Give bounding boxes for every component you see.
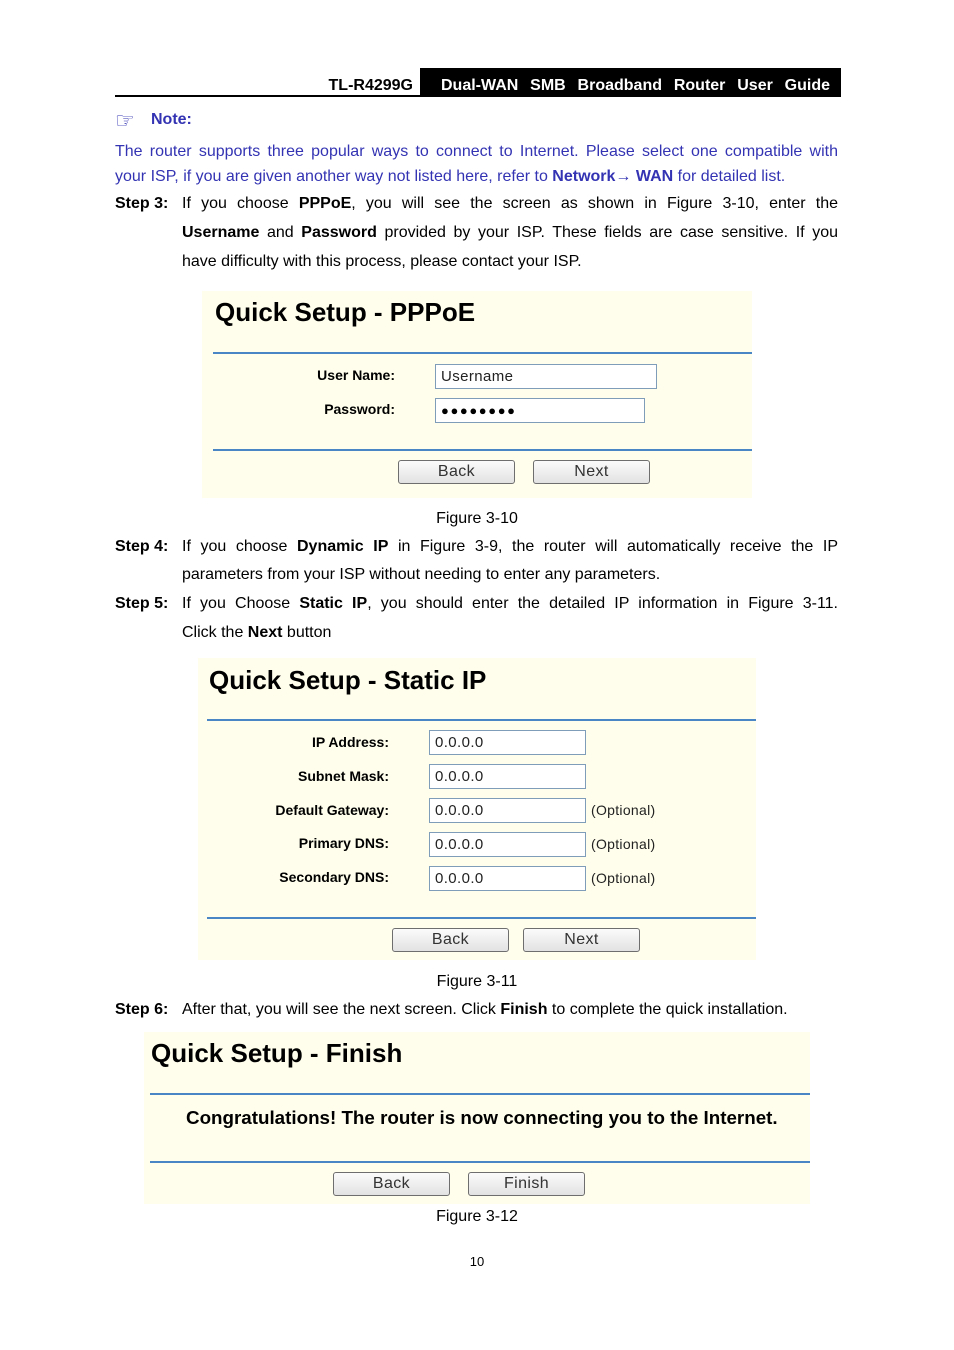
title-divider: [207, 719, 756, 721]
finish-button[interactable]: Finish: [468, 1172, 585, 1196]
optional-hint: (Optional): [591, 836, 656, 852]
step-text: to complete the quick installation.: [547, 1001, 788, 1018]
next-button[interactable]: Next: [533, 460, 650, 484]
default-gateway-label: Default Gateway:: [275, 802, 389, 818]
step-6-label: Step 6:: [115, 1001, 169, 1018]
header-guide-title: Dual-WAN SMB Broadband Router User Guide: [441, 77, 830, 94]
ip-address-label: IP Address:: [311, 734, 389, 750]
keyword-static-ip: Static IP: [299, 595, 368, 612]
back-button[interactable]: Back: [392, 928, 509, 952]
step-text: provided by your ISP. These fields are case sensitive. If you: [376, 224, 838, 241]
keyword-dynamic-ip: Dynamic IP: [296, 538, 389, 555]
figure-3-12-finish-screenshot: [144, 1032, 810, 1204]
figure-3-11-static-ip-screenshot: [198, 658, 756, 960]
step-text: Click the: [182, 624, 248, 641]
step-text: After that, you will see the next screen. Click: [182, 1001, 501, 1018]
congratulations-message: Congratulations! The router is now connecting you to the Internet.: [186, 1107, 778, 1128]
optional-hint: (Optional): [591, 870, 656, 886]
step-6-text-line-1: [182, 1000, 838, 1020]
note-text-line-2: [115, 167, 838, 187]
step-text: If you choose: [182, 538, 297, 555]
password-label: Password:: [324, 401, 395, 417]
button-divider: [150, 1161, 810, 1163]
ip-address-input[interactable]: 0.0.0.0: [429, 730, 586, 755]
keyword-pppoe: PPPoE: [298, 195, 352, 212]
secondary-dns-label: Secondary DNS:: [279, 869, 389, 885]
button-divider: [213, 449, 752, 451]
page-number: 10: [469, 1254, 485, 1269]
step-text: and: [259, 224, 302, 241]
subnet-mask-label: Subnet Mask:: [297, 768, 389, 784]
next-button[interactable]: Next: [523, 928, 640, 952]
note-text: for detailed list.: [673, 168, 786, 185]
keyword-wan: WAN: [635, 168, 674, 185]
username-input[interactable]: Username: [435, 364, 657, 389]
step-4-text-line-1: [182, 537, 838, 557]
step-5-text-line-1: [182, 594, 838, 614]
keyword-network: Network: [552, 168, 616, 185]
step-3-text-line-3: have difficulty with this process, please contact your ISP.: [182, 253, 582, 270]
optional-hint: (Optional): [591, 802, 656, 818]
secondary-dns-input[interactable]: 0.0.0.0: [429, 866, 586, 891]
button-divider: [207, 917, 756, 919]
primary-dns-input[interactable]: 0.0.0.0: [429, 832, 586, 857]
step-4-label: Step 4:: [115, 538, 169, 555]
step-text: If you Choose: [182, 595, 300, 612]
step-5-label: Step 5:: [115, 595, 169, 612]
pppoe-title: Quick Setup - PPPoE: [215, 297, 476, 327]
subnet-mask-input[interactable]: 0.0.0.0: [429, 764, 586, 789]
note-text: your ISP, if you are given another way not listed here, refer to: [115, 168, 553, 185]
keyword-username: Username: [182, 224, 260, 241]
step-text: in Figure 3-9, the router will automatically receive the IP: [388, 538, 838, 555]
finish-title: Quick Setup - Finish: [151, 1038, 403, 1068]
step-text: button: [282, 624, 332, 641]
keyword-next: Next: [247, 624, 283, 641]
note-text-line-1: The router supports three popular ways to connect to Internet. Please select one compatible with: [115, 143, 838, 160]
username-label: User Name:: [317, 367, 395, 383]
header-rule: [115, 95, 841, 97]
back-button[interactable]: Back: [398, 460, 515, 484]
keyword-password: Password: [301, 224, 377, 241]
step-text: If you choose: [182, 195, 299, 212]
pointing-hand-icon: ☞: [115, 109, 135, 134]
figure-caption: Figure 3-12: [436, 1208, 518, 1225]
keyword-finish: Finish: [500, 1001, 548, 1018]
step-3-text-line-2: [182, 223, 838, 243]
title-divider: [150, 1093, 810, 1095]
default-gateway-input[interactable]: 0.0.0.0: [429, 798, 586, 823]
password-input[interactable]: ●●●●●●●●: [435, 398, 645, 423]
step-3-label: Step 3:: [115, 195, 169, 212]
step-5-text-line-2: [182, 623, 838, 643]
primary-dns-label: Primary DNS:: [298, 835, 389, 851]
figure-caption: Figure 3-11: [436, 973, 518, 990]
static-ip-title: Quick Setup - Static IP: [209, 665, 487, 695]
step-text: , you will see the screen as shown in Figure 3-10, enter the: [351, 195, 839, 212]
header-guide-bar: [420, 68, 841, 97]
title-divider: [213, 352, 752, 354]
step-4-text-line-2: parameters from your ISP without needing to enter any parameters.: [182, 566, 661, 583]
back-button[interactable]: Back: [333, 1172, 450, 1196]
header-model-name: TL-R4299G: [328, 77, 413, 94]
note-label: Note:: [151, 111, 192, 128]
step-text: , you should enter the detailed IP information in Figure 3-11.: [367, 595, 839, 612]
arrow-text: →: [615, 168, 636, 185]
figure-3-10-pppoe-screenshot: [202, 291, 752, 498]
figure-caption: Figure 3-10: [436, 510, 518, 527]
step-3-text-line-1: [182, 194, 838, 214]
